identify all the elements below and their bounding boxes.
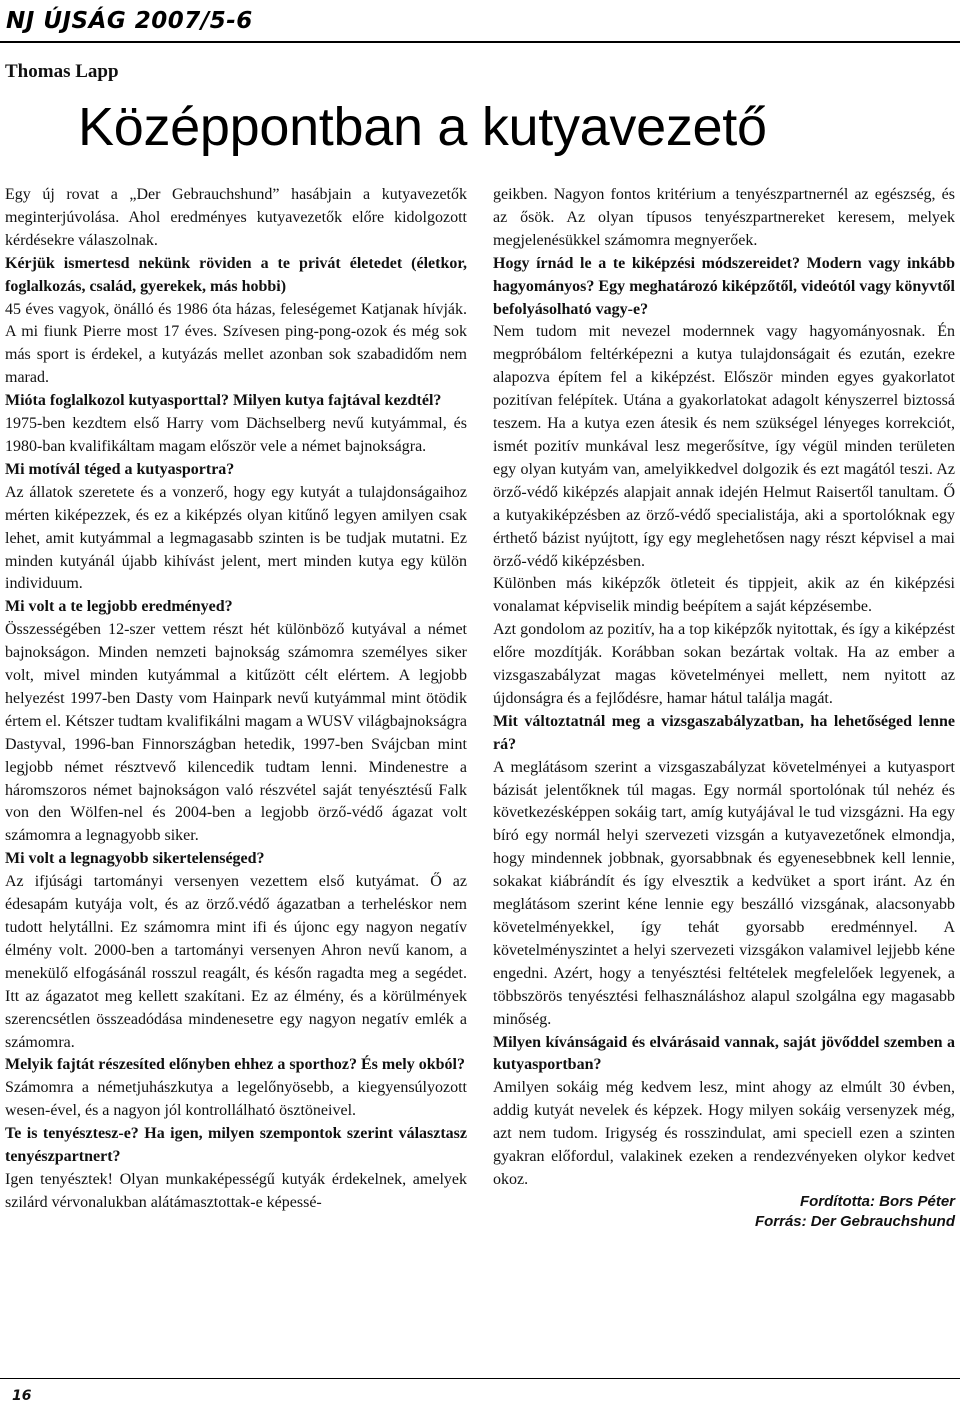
interview-question: Mi volt a legnagyobb sikertelenséged? <box>5 850 265 868</box>
page-number: 16 <box>12 1388 32 1404</box>
article-paragraph: Amilyen sokáig még kedvem lesz, mint ahogy az elmúlt 30 évben, addig kutyát nevelek és képzek. Hogy milyen sokáig versenyzek még, azt nem tudom. Irigység és rosszindulat, ami speciell ezen a szinten gyakran előfordul, valakinek ezeken a rendezvényeken olykor kedvet okoz. <box>493 1079 955 1188</box>
magazine-name: NJ ÚJSÁG 2007/5-6 <box>6 8 253 34</box>
interview-question: Milyen kívánságaid és elvárásaid vannak, saját jövőddel szemben a kutyasportban? <box>493 1033 955 1074</box>
translator-credit: Fordította: Bors Péter <box>799 1192 955 1210</box>
interview-question: Mi motívál téged a kutyasportra? <box>5 460 235 478</box>
article-paragraph: 45 éves vagyok, önálló és 1986 óta házas, feleségemet Katjanak hívják. A mi fiunk Pierre most 17 éves. Szívesen ping-pong-ozok és még sok más sport is érdekel, a kutyázás mellet azonban sok szabadidőm nem marad. <box>5 300 467 387</box>
article-title: Középpontban a kutyavezető <box>78 97 767 157</box>
article-paragraph: Különben más kiképzők ötleteit és tippjeit, akik az én kiképzési vonalamat képviselik mindig beépítem a saját képzésembe. <box>493 575 955 616</box>
interview-question: Mi volt a te legjobb eredményed? <box>5 598 233 616</box>
interview-question: Kérjük ismertesd nekünk röviden a te privát életedet (életkor, foglalkozás, család, gyerekek, más hobbi) <box>5 254 467 295</box>
interview-question: Te is tenyésztesz-e? Ha igen, milyen szempontok szerint választasz tenyészpartnert? <box>5 1125 467 1166</box>
article-paragraph: 1975-ben kezdtem első Harry vom Dächselberg nevű kutyámmal, és 1980-ban kvalifikáltam magam először vele a német bajnokságra. <box>5 415 467 455</box>
left-column <box>5 184 467 1215</box>
article-paragraph: Számomra a németjuhászkutya a legelőnyösebb, a kiegyensúlyozott wesen-ével, és a nagyon jól kontrollálható ösztöneivel. <box>5 1079 467 1120</box>
interview-question: Hogy írnád le a te kiképzési módszereidet? Modern vagy inkább hagyományos? Egy meghatározó kiképzőtől, videótól vagy könyvtől befolyásolható vagy-e? <box>493 254 955 318</box>
article-paragraph: A meglátásom szerint a vizsgaszabályzat követelményei a kutyasport bázisát jelentőknek túl magas. Egy normál sportolónak túl nehéz és következésképpen sokáig tart, amíg kutyájával le tud vizsgázni. Ha egy bíró egy normál helyi szervezeti vizsgán a kutyavezetőnek elmondja, hogy mindennek jobbnak, gyorsabbnak és egyenesebbnek kell lennie, sokakat kiábrándít és így elvesztik a kedvüket a sport iránt. Az én meglátásom szerint kéne lennie egy beszálló vizsgának, alacsonyabb követelményekkel, így tehát gyorsabb eredménnyel. A követelményszintet a helyi szervezeti vizsgákon valamivel lejjebb kéne engedni. Azért, hogy a tenyésztési feltételek megfelelőek legyenek, a többszörös tenyésztési felhasználáshoz alapul szolgálna egy magasabb minőség. <box>493 758 955 1028</box>
article-paragraph: geikben. Nagyon fontos kritérium a tenyészpartnernél az egészség, és az ősök. Az olyan típusos tenyészpartnereket keresem, melyek megjelenésükkel számomra megnyerőek. <box>493 186 955 249</box>
interview-question: Mit változtatnál meg a vizsgaszabályzatban, ha lehetőséged lenne rá? <box>493 712 955 753</box>
header-rule <box>0 41 960 43</box>
page-header <box>0 0 960 44</box>
author-name: Thomas Lapp <box>5 61 119 82</box>
article-paragraph: Azt gondolom az pozitív, ha a top kiképzők nyitottak, és így a kiképzést előre mozdítják. Korábban sokan bezártak voltak. Ha az ember a vizsgaszabályzat magas követelményei mellett, nem nyitott az újdonságra és a fejlődésre, hamar hátul találja magát. <box>493 621 955 707</box>
article-paragraph: Nem tudom mit nevezel modernnek vagy hagyományosnak. Én megpróbálom feltérképezni a kutya tulajdonságait és ezután, ezekre alapozva építem fel a kiképzést. Először minden egyes gyakorlatot pozitívan felépítek. Utána a gyakorlatokat adagolt kényszerrel biztossá teszem. Ha a kutya ezen átesik és nem szükségel lényeges korrekciót, ismét pozitív munkával lesz megerősítve, így végül minden területen egy olyan kutyám van, amelyikkedvel dolgozik és ezt magától teszi. Az örző-védő kiképzés alapjait annak idején Helmut Raisertől tanultam. Ő a kutyakiképzésben az örző-védő specialistája, aki a sportolóknak egy érthető bázist nyújtott, így egy meglehetősen nagy részt képvisel a mai örző-védő kiképzésben. <box>493 323 955 570</box>
article-paragraph: Az ifjúsági tartományi versenyen vezettem első kutyámat. Ő az édesapám kutyája volt, és az örző.védő ágazatban a terheléskor nem tudott helytállni. Ez számomra mint ifi és újonc egy nagyon negatív élmény volt. 2000-ben a tartományi versenyen Ahron nevű kanom, a menekülő elfogásánál rosszul reagált, és későn ragadta meg a segédet. Itt az ágazatot meg kellett szakítani. Ez az élmény, és a körülmények szerencsétlen összeadódása mindenesetre egy nagyon negatív emlék a számomra. <box>5 873 467 1051</box>
article-paragraph: Egy új rovat a „Der Gebrauchshund” hasábjain a kutyavezetők meginterjúvolása. Ahol eredményes kutyavezetők előre kidolgozott kérdésekre válaszolnak. <box>5 186 467 249</box>
article-paragraph: Igen tenyésztek! Olyan munkaképességű kutyák érdekelnek, amelyek szilárd vérvonalukban alátámasztottak-e képessé- <box>5 1170 467 1211</box>
interview-question: Mióta foglalkozol kutyasporttal? Milyen kutya fajtával kezdtél? <box>5 392 442 410</box>
interview-question: Melyik fajtát részesíted előnyben ehhez a sporthoz? És mely okból? <box>5 1056 465 1074</box>
footer-rule <box>0 1378 960 1379</box>
article-paragraph: Az állatok szeretete és a vonzerő, hogy egy kutyát a tulajdonságaihoz mérten kiképezzek, és ez a kiképzés olyan kitűnő legyen amilyen csak lehet, amit kutyámmal a legmagasabb szinten is be tudjak mutatni. Ez minden kutyánál újabb kihívást jelent, mert minden kutya egy külön individuum. <box>5 483 467 593</box>
right-column <box>493 184 955 1232</box>
source-credit: Forrás: Der Gebrauchshund <box>754 1212 955 1230</box>
article-paragraph: Összességében 12-szer vettem részt hét különböző kutyával a német bajnokságon. Minden nemzeti bajnokság számomra személyes siker volt, mivel minden kutyámmal a kitűzött célt elértem. A legjobb helyezést 1997-ben Dasty vom Hainpark nevű kutyámmal mint ötödik értem el. Kétszer tudtam kvalifikálni magam a WUSV világbajnokságra Dastyval, 1996-ban Finnországban hetedik, 1997-ben Svájcban mint legjobb német résztvevő kilencedik tudtam lenni. Mindenestre a háromszoros német bajnokságon való részvétel saját tenyésztésű Falk von den Wölfen-nel és 2004-ben a legjobb örző-védő ágazat volt számomra a legnagyobb siker. <box>5 621 467 845</box>
